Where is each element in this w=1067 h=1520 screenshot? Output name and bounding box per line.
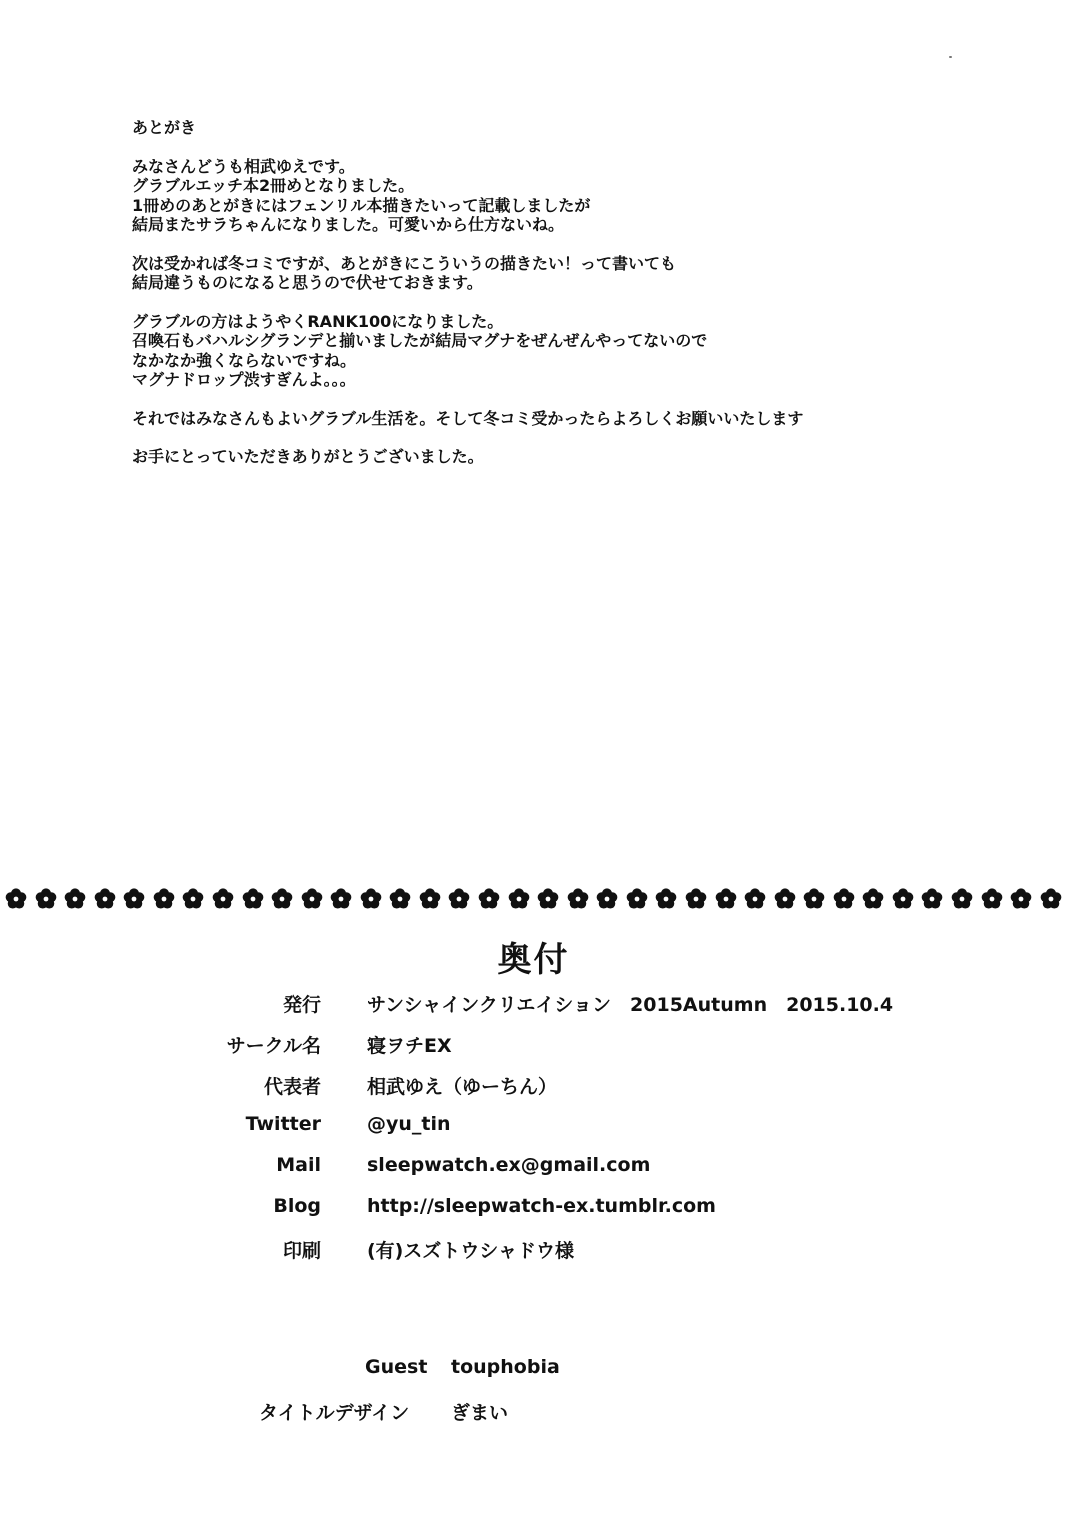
colophon-label: Blog <box>273 1195 321 1217</box>
colophon-label: 発行 <box>282 994 321 1016</box>
flower-icon <box>63 887 87 911</box>
flower-icon <box>891 887 915 911</box>
afterword-line: なかなか強くならないですね。 <box>132 350 357 370</box>
colophon-label: Mail <box>276 1154 321 1176</box>
flower-icon <box>93 887 117 911</box>
colophon-row-twitter <box>0 1113 1067 1143</box>
flower-icon <box>181 887 205 911</box>
colophon-label: 印刷 <box>282 1240 321 1262</box>
colophon-label: Twitter <box>245 1113 321 1135</box>
colophon-title: 奥付 <box>497 940 570 980</box>
afterword-line: それではみなさんもよいグラブル生活を。そして冬コミ受かったらよろしくお願いいたします <box>132 408 804 428</box>
afterword-paragraph-5 <box>132 447 1032 467</box>
flower-divider <box>0 887 1067 917</box>
flower-icon <box>477 887 501 911</box>
flower-icon <box>654 887 678 911</box>
twitter-handle[interactable]: @yu_tin <box>367 1113 451 1135</box>
flower-icon <box>950 887 974 911</box>
title-design-name: ぎまい <box>451 1402 509 1424</box>
colophon-label: サークル名 <box>226 1035 321 1057</box>
scan-speck <box>949 56 952 58</box>
flower-icon <box>595 887 619 911</box>
afterword-line: グラブルの方はようやくRANK100になりました。 <box>132 311 504 331</box>
afterword-line: グラブルエッチ本2冊めとなりました。 <box>132 176 415 195</box>
flower-icon <box>300 887 324 911</box>
flower-icon <box>773 887 797 911</box>
guest-name: touphobia <box>451 1356 560 1378</box>
flower-icon <box>802 887 826 911</box>
afterword-paragraph-1 <box>132 157 1032 235</box>
afterword-line: 次は受かれば冬コミですが、あとがきにこういうの描きたい！って書いても <box>132 253 677 273</box>
afterword-line: 結局またサラちゃんになりました。可愛いから仕方ないね。 <box>132 215 565 234</box>
flower-icon <box>832 887 856 911</box>
flower-icon <box>1039 887 1063 911</box>
afterword-line: 召喚石もバハルシグランデと揃いましたが結局マグナをぜんぜんやってないので <box>132 331 708 350</box>
flower-icon <box>625 887 649 911</box>
afterword-line: 1冊めのあとがきにはフェンリル本描きたいって記載しましたが <box>132 195 591 215</box>
afterword-line: みなさんどうも相武ゆえです。 <box>132 156 355 176</box>
flower-icon <box>684 887 708 911</box>
colophon-label: 代表者 <box>263 1076 321 1098</box>
colophon-row-printer <box>0 1236 1067 1266</box>
flower-icon <box>241 887 265 911</box>
afterword-line: 結局違うものになると思うので伏せておきます。 <box>132 273 483 292</box>
flower-icon <box>4 887 28 911</box>
flower-icon <box>861 887 885 911</box>
afterword-paragraph-3 <box>132 312 1032 390</box>
flower-icon <box>714 887 738 911</box>
afterword <box>132 118 1032 486</box>
flower-icon <box>920 887 944 911</box>
colophon-row-publication <box>0 990 1067 1020</box>
flower-icon <box>270 887 294 911</box>
flower-icon <box>447 887 471 911</box>
guest-label: Guest <box>365 1356 428 1378</box>
colophon-value: (有)スズトウシャドウ様 <box>367 1240 574 1262</box>
afterword-paragraph-2 <box>132 254 1032 293</box>
flower-icon <box>536 887 560 911</box>
colophon-row-blog <box>0 1195 1067 1225</box>
colophon-row-mail <box>0 1154 1067 1184</box>
mail-address[interactable]: sleepwatch.ex@gmail.com <box>367 1154 651 1176</box>
flower-icon <box>388 887 412 911</box>
afterword-line: マグナドロップ渋すぎんよ。。。 <box>132 370 356 389</box>
flower-icon <box>980 887 1004 911</box>
flower-icon <box>507 887 531 911</box>
flower-icon <box>566 887 590 911</box>
flower-icon <box>1009 887 1033 911</box>
blog-link[interactable]: http://sleepwatch-ex.tumblr.com <box>367 1195 716 1217</box>
colophon-value: 相武ゆえ（ゆーちん） <box>367 1076 558 1098</box>
colophon-value: サンシャインクリエイション 2015Autumn 2015.10.4 <box>367 994 894 1016</box>
flower-icon <box>743 887 767 911</box>
afterword-paragraph-4 <box>132 409 1032 429</box>
flower-icon <box>418 887 442 911</box>
flower-icon <box>122 887 146 911</box>
flower-icon <box>359 887 383 911</box>
flower-icon <box>152 887 176 911</box>
flower-icon <box>211 887 235 911</box>
afterword-line: お手にとっていただきありがとうございました。 <box>132 447 484 466</box>
colophon-row-representative <box>0 1072 1067 1102</box>
flower-icon <box>34 887 58 911</box>
colophon-value: 寝ヲチEX <box>367 1035 452 1057</box>
flower-icon <box>329 887 353 911</box>
colophon-row-circle <box>0 1031 1067 1061</box>
title-design-label: タイトルデザイン <box>259 1402 410 1424</box>
afterword-heading: あとがき <box>132 118 197 137</box>
